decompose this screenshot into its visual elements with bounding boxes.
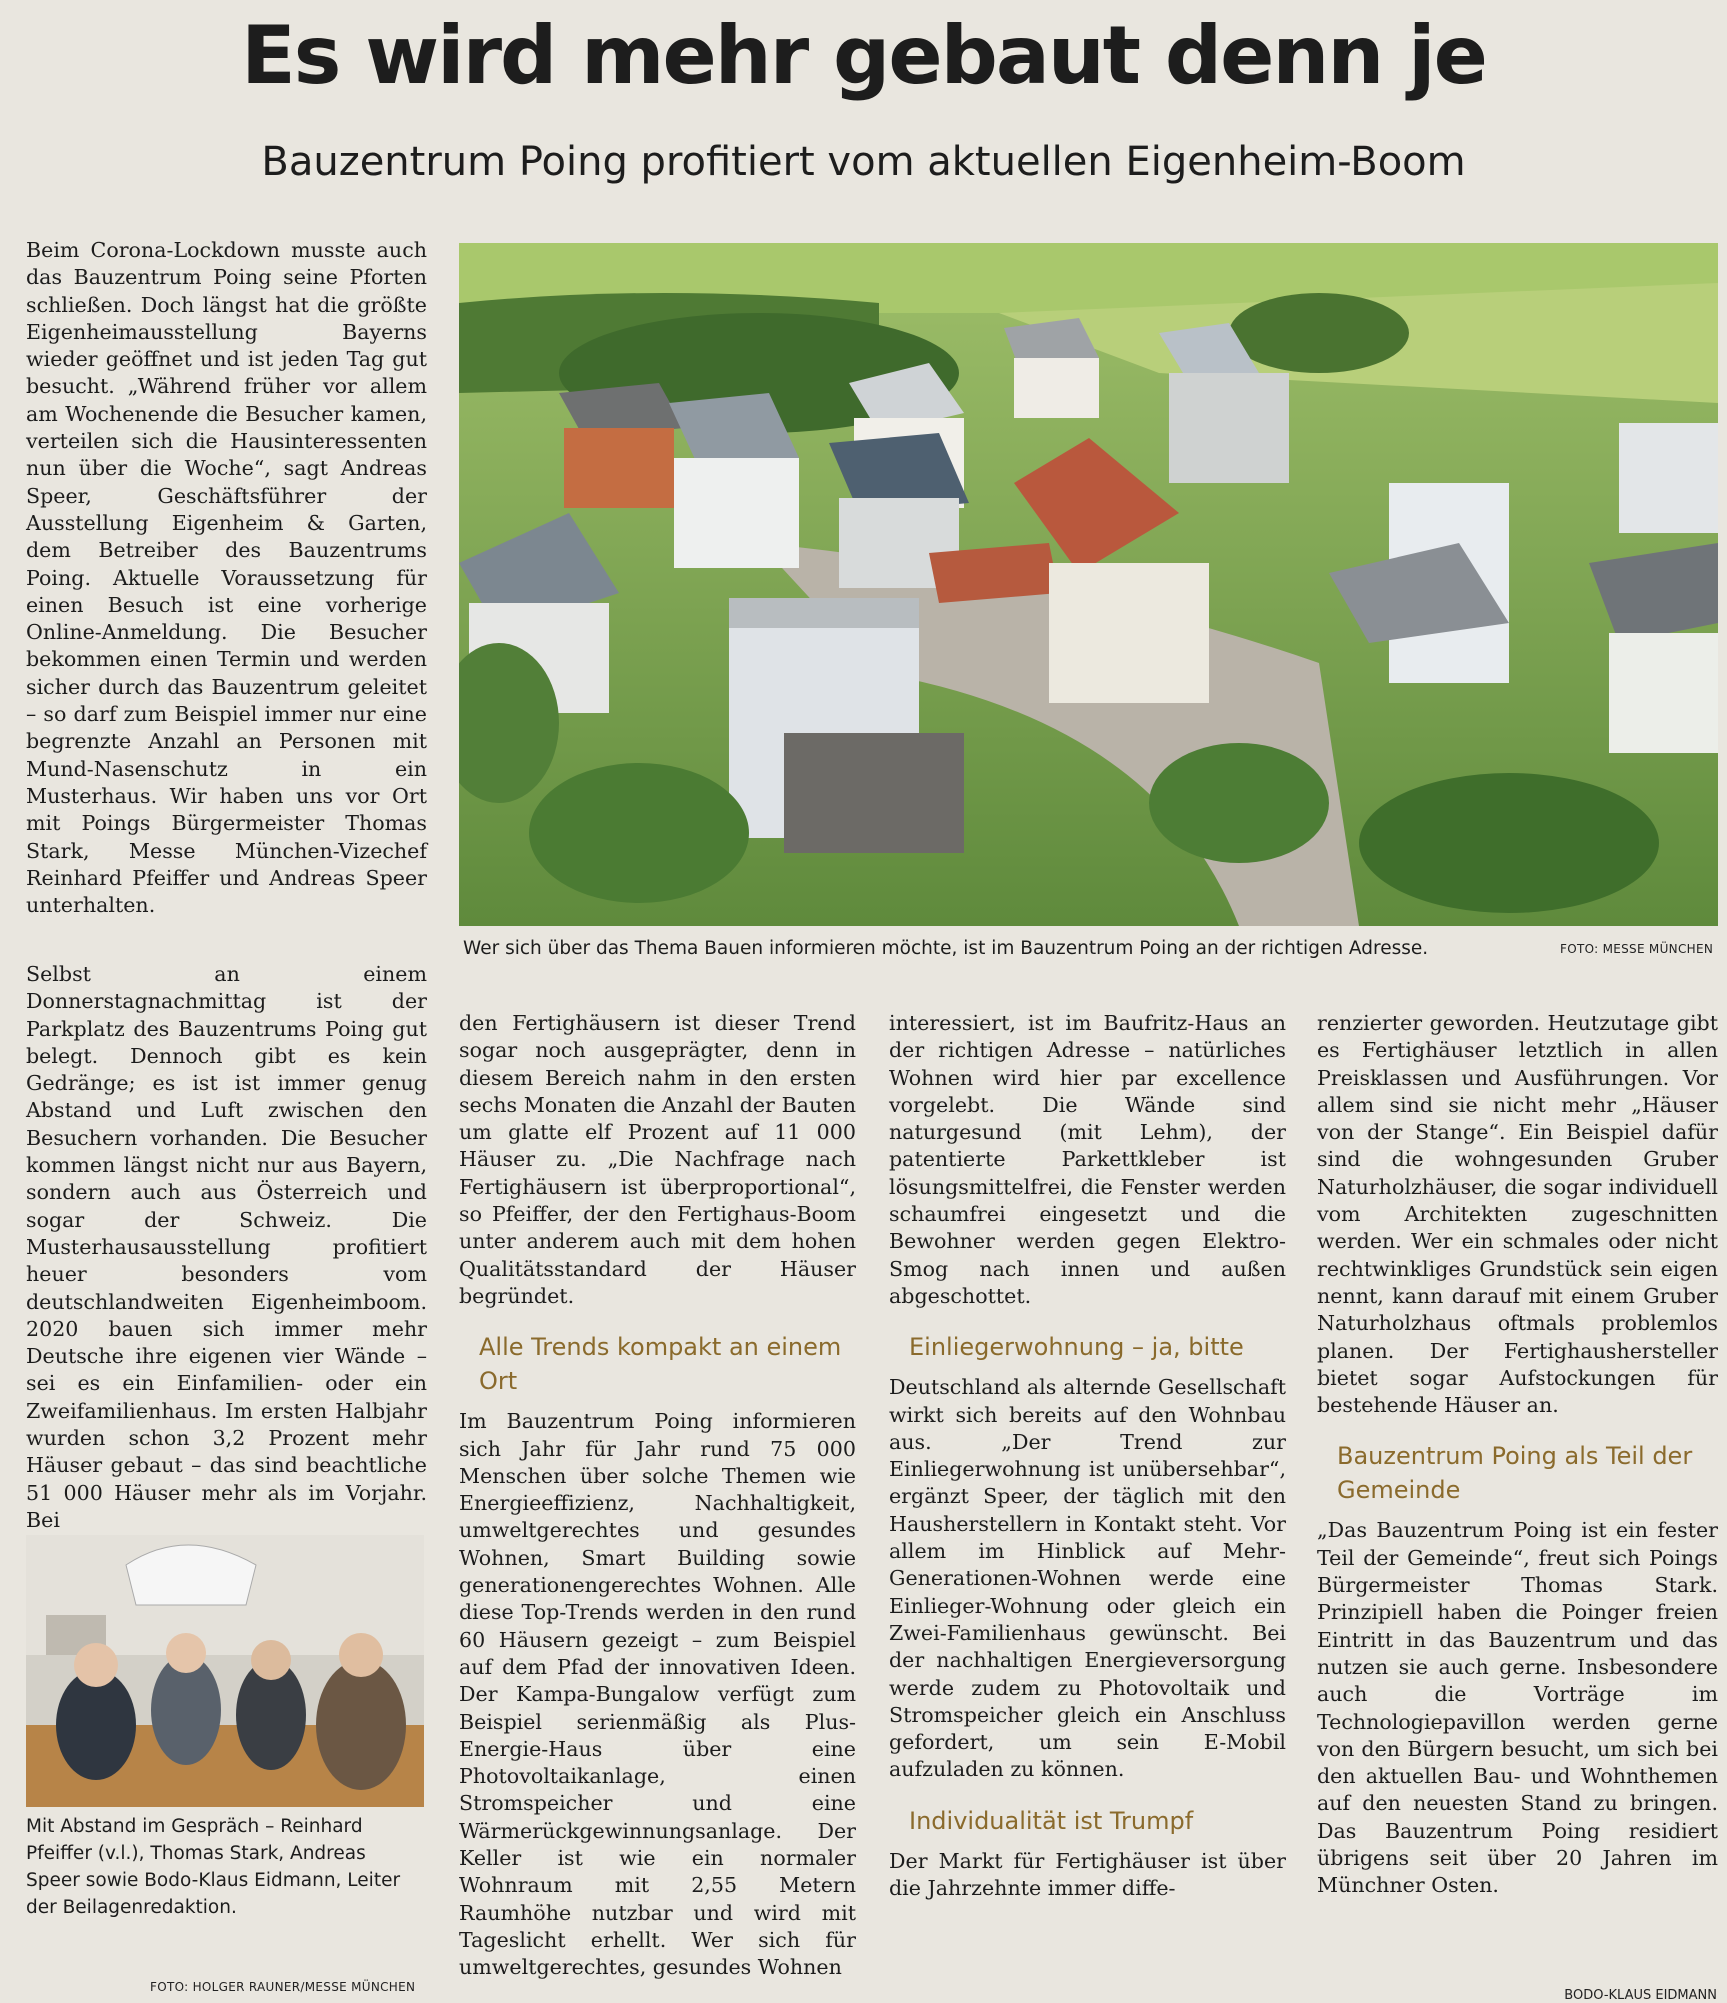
article-subheadline: Bauzentrum Poing profitiert vom aktuellen Eigenheim-Boom xyxy=(261,139,1466,185)
paragraph: renzierter geworden. Heutzutage gibt es Fertighäuser letztlich in allen Preisklassen und Ausführungen. Vor allem sind sie nicht mehr „Häuser von der Stange“. Ein Beispiel dafür sind die wohngesunden Gruber Naturholzhäuser, die sogar individuell vom Architekten zugeschnitten werden. Wer ein schmales oder nicht rechtwinkliges Grundstück sein eigen nennt, kann darauf mit einem Gruber Naturholzhaus oftmals problemlos planen. Der Fertighaushersteller bietet sogar Aufstockungen für bestehende Häuser an. xyxy=(1317,1011,1718,1418)
column-2 xyxy=(459,1010,856,1982)
meeting-photo-illustration xyxy=(26,1535,424,1807)
section-heading-individualitaet: Individualität ist Trumpf xyxy=(909,1806,1194,1835)
meeting-photo xyxy=(26,1535,424,1807)
column-3 xyxy=(889,1010,1286,1902)
section-heading-trends: Alle Trends kompakt an einem Ort xyxy=(479,1333,842,1396)
paragraph: Im Bauzentrum Poing informieren sich Jahr für Jahr rund 75 000 Menschen über solche Themen wie Energieeffizienz, Nachhaltigkeit, umweltgerechtes und gesundes Wohnen, Smart Building sowie generationengerechtes Wohnen. Alle diese Top-Trends werden in den rund 60 Häusern gezeigt – zum Beispiel auf dem Pfad der innovativen Ideen. Der Kampa-Bungalow verfügt zum Beispiel serienmäßig als Plus-Energie-Haus über eine Photovoltaikanlage, einen Stromspeicher und eine Wärmerückgewinnungsanlage. Der Keller ist wie ein normaler Wohnraum mit 2,55 Metern Raumhöhe nutzbar und wird mit Tageslicht erhellt. Wer sich für umweltgerechtes, gesundes Wohnen xyxy=(459,1409,856,1980)
main-photo-caption: Wer sich über das Thema Bauen informieren möchte, ist im Bauzentrum Poing an der richtigen Adresse. xyxy=(463,938,1429,959)
section-heading-einliegerwohnung: Einliegerwohnung – ja, bitte xyxy=(909,1333,1244,1362)
aerial-photo-bauzentrum xyxy=(459,243,1718,926)
aerial-photo-illustration xyxy=(459,243,1718,926)
column-1 xyxy=(26,237,427,919)
column-1-continued xyxy=(26,961,427,1534)
paragraph: Deutschland als alternde Gesellschaft wirkt sich bereits auf den Wohnbau aus. „Der Trend zur Einliegerwohnung ist unübersehbar“, ergänzt Speer, der täglich mit den Hausherstellern in Kontakt steht. Vor allem im Hinblick auf Mehr-Generationen-Wohnen werde eine Einlieger-Wohnung oder gleich ein Zwei-Familienhaus gewünscht. Bei der nachhaltigen Energieversorgung werde zudem zu Photovoltaik und Stromspeicher gleich ein Anschluss gefordert, um sein E-Mobil aufzuladen zu können. xyxy=(889,1375,1286,1782)
paragraph: Der Markt für Fertighäuser ist über die Jahrzehnte immer diffe- xyxy=(889,1848,1286,1901)
author-byline: BODO-KLAUS EIDMANN xyxy=(1564,1988,1717,2003)
meeting-photo-caption: Mit Abstand im Gespräch – Reinhard Pfeiffer (v.l.), Thomas Stark, Andreas Speer sowie Bodo-Klaus Eidmann, Leiter der Beilagenredaktion. xyxy=(26,1816,401,1918)
article-headline: Es wird mehr gebaut denn je xyxy=(241,9,1486,102)
paragraph: den Fertighäusern ist dieser Trend sogar noch ausgeprägter, denn in diesem Bereich nahm in den ersten sechs Monaten die Anzahl der Bauten um glatte elf Prozent auf 11 000 Häuser zu. „Die Nachfrage nach Fertighäusern ist überproportional“, so Pfeiffer, der den Fertighaus-Boom unter anderem auch mit dem hohen Qualitätsstandard der Häuser begründet. xyxy=(459,1011,856,1308)
meeting-photo-credit: FOTO: HOLGER RAUNER/MESSE MÜNCHEN xyxy=(150,1980,416,1994)
paragraph: interessiert, ist im Baufritz-Haus an der richtigen Adresse – natürliches Wohnen wird hier par excellence vorgelebt. Die Wände sind naturgesund (mit Lehm), der patentierte Parkettkleber ist lösungsmittelfrei, die Fenster werden schaumfrei eingesetzt und die Bewohner werden gegen Elektro-Smog nach innen und außen abgeschottet. xyxy=(889,1011,1286,1308)
paragraph: „Das Bauzentrum Poing ist ein fester Teil der Gemeinde“, freut sich Poings Bürgermeister Thomas Stark. Prinzipiell haben die Poinger freien Eintritt in das Bauzentrum und das nutzen sie auch gerne. Insbesondere auch die Vorträge im Technologiepavillon werden gerne von den Bürgern besucht, um sich bei den aktuellen Bau- und Wohnthemen auf den neuesten Stand zu bringen. Das Bauzentrum Poing residiert übrigens seit über 20 Jahren im Münchner Osten. xyxy=(1317,1518,1718,1898)
paragraph: Selbst an einem Donnerstagnachmittag ist der Parkplatz des Bauzentrums Poing gut belegt. Dennoch gibt es kein Gedränge; es ist ist immer genug Abstand und Luft zwischen den Besuchern vorhanden. Die Besucher kommen längst nicht nur aus Bayern, sondern auch aus Österreich und sogar der Schweiz. Die Musterhausausstellung profitiert heuer besonders vom deutschlandweiten Eigenheimboom. 2020 bauen sich immer mehr Deutsche ihre eigenen vier Wände – sei es ein Einfamilien- oder ein Zweifamilienhaus. Im ersten Halbjahr wurden schon 3,2 Prozent mehr Häuser gebaut – das sind beachtliche 51 000 Häuser mehr als im Vorjahr. Bei xyxy=(26,962,427,1532)
column-4 xyxy=(1317,1010,1718,1900)
paragraph: Beim Corona-Lockdown musste auch das Bauzentrum Poing seine Pforten schließen. Doch längst hat die größte Eigenheimausstellung Bayerns wieder geöffnet und ist jeden Tag gut besucht. „Während früher vor allem am Wochenende die Besucher kamen, verteilen sich die Hausinteressenten nun über die Woche“, sagt Andreas Speer, Geschäftsführer der Ausstellung Eigenheim & Garten, dem Betreiber des Bauzentrums Poing. Aktuelle Voraussetzung für einen Besuch ist eine vorherige Online-Anmeldung. Die Besucher bekommen einen Termin und werden sicher durch das Bauzentrum geleitet – so darf zum Beispiel immer nur eine begrenzte Anzahl an Personen mit Mund-Nasenschutz in ein Musterhaus. Wir haben uns vor Ort mit Poings Bürgermeister Thomas Stark, Messe München-Vizechef Reinhard Pfeiffer und Andreas Speer unterhalten. xyxy=(26,238,427,918)
main-photo-credit: FOTO: MESSE MÜNCHEN xyxy=(1560,942,1714,956)
section-heading-gemeinde: Bauzentrum Poing als Teil der Gemeinde xyxy=(1337,1442,1693,1505)
